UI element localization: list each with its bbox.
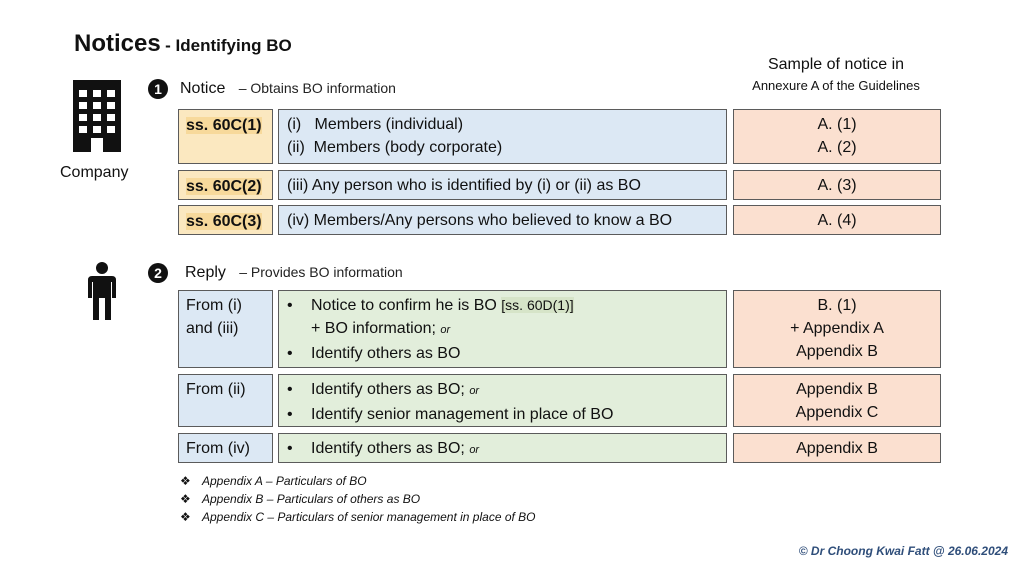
sample-line: A. (3) bbox=[817, 177, 857, 194]
company-label: Company bbox=[60, 164, 129, 181]
note-text: Appendix B – Particulars of others as BO bbox=[202, 492, 421, 506]
reply-desc-row1 bbox=[278, 290, 727, 368]
title-sub: - Identifying BO bbox=[165, 36, 292, 55]
section-ref-60c2 bbox=[178, 170, 273, 200]
reply-from-row2 bbox=[178, 374, 273, 427]
bullet-icon: • bbox=[287, 406, 293, 423]
reply-from-row3 bbox=[178, 433, 273, 463]
sample-header-line1: Sample of notice in bbox=[767, 56, 905, 73]
sample-header-line2: Annexure A of the Guidelines bbox=[752, 78, 920, 93]
appendix-notes bbox=[180, 472, 536, 526]
sample-row2 bbox=[733, 170, 941, 200]
from-line: From (i) bbox=[186, 297, 242, 314]
sample-line: + Appendix A bbox=[790, 320, 884, 337]
from-line: From (ii) bbox=[186, 381, 246, 398]
reply-sample-row1 bbox=[733, 290, 941, 368]
copyright-credit: © Dr Choong Kwai Fatt @ 26.06.2024 bbox=[798, 544, 1008, 558]
section1-sub: – Obtains BO information bbox=[238, 80, 396, 96]
diamond-bullet-icon: ❖ bbox=[180, 474, 191, 488]
bullet-icon: • bbox=[287, 381, 293, 398]
bullet-text: Identify others as BO; or bbox=[311, 381, 480, 398]
bullet-text: Identify others as BO bbox=[311, 345, 461, 362]
section-ref-text: ss. 60C(1) bbox=[186, 117, 262, 134]
from-line: From (iv) bbox=[186, 440, 250, 457]
section1-title: Notice bbox=[180, 80, 226, 97]
bullet-cont: + BO information; or bbox=[311, 320, 451, 337]
section-ref-text: ss. 60C(2) bbox=[186, 178, 262, 195]
bullet-text: Notice to confirm he is BO [ss. 60D(1)] bbox=[311, 297, 574, 314]
section2-number: 2 bbox=[148, 263, 168, 283]
sample-line: A. (4) bbox=[817, 212, 857, 229]
sample-line: B. (1) bbox=[817, 297, 857, 314]
section1-label bbox=[180, 80, 396, 98]
bullet-text: Identify senior management in place of BO bbox=[311, 406, 614, 423]
or-label: or bbox=[469, 444, 480, 456]
diamond-bullet-icon: ❖ bbox=[180, 492, 191, 506]
sample-line: Appendix B bbox=[796, 343, 878, 360]
desc-line: (iv) Members/Any persons who believed to know a BO bbox=[287, 212, 673, 229]
section1-number: 1 bbox=[148, 79, 168, 99]
reply-desc-row3 bbox=[278, 433, 727, 463]
page-title bbox=[74, 30, 292, 58]
diamond-bullet-icon: ❖ bbox=[180, 510, 191, 524]
from-line: and (iii) bbox=[186, 320, 239, 337]
reply-sample-row3 bbox=[733, 433, 941, 463]
notice-desc-row2 bbox=[278, 170, 727, 200]
sample-row1 bbox=[733, 109, 941, 164]
desc-line: (i) Members (individual) bbox=[287, 116, 464, 133]
note-text: Appendix C – Particulars of senior management in place of BO bbox=[202, 510, 536, 524]
sample-line: A. (1) bbox=[817, 116, 857, 133]
building-icon bbox=[73, 80, 121, 152]
person-icon bbox=[86, 262, 118, 322]
sample-line: A. (2) bbox=[817, 139, 857, 156]
bullet-icon: • bbox=[287, 297, 293, 314]
sample-header bbox=[736, 56, 936, 93]
bullet-text: Identify others as BO; or bbox=[311, 440, 480, 457]
sample-line: Appendix B bbox=[796, 381, 878, 398]
section-ref-60c1 bbox=[178, 109, 273, 164]
notice-desc-row3 bbox=[278, 205, 727, 235]
sample-line: Appendix B bbox=[796, 440, 878, 457]
sample-line: Appendix C bbox=[795, 404, 879, 421]
note-text: Appendix A – Particulars of BO bbox=[202, 474, 367, 488]
bullet-icon: • bbox=[287, 345, 293, 362]
section-ref-60c3 bbox=[178, 205, 273, 235]
section2-title: Reply bbox=[185, 264, 226, 281]
reply-from-row1 bbox=[178, 290, 273, 368]
reply-sample-row2 bbox=[733, 374, 941, 427]
notice-desc-row1 bbox=[278, 109, 727, 164]
section-ref-60d1: [ss. 60D(1)] bbox=[501, 297, 574, 313]
or-label: or bbox=[440, 324, 451, 336]
sample-row3 bbox=[733, 205, 941, 235]
reply-desc-row2 bbox=[278, 374, 727, 427]
section-ref-text: ss. 60C(3) bbox=[186, 213, 262, 230]
desc-line: (ii) Members (body corporate) bbox=[287, 139, 503, 156]
bullet-icon: • bbox=[287, 440, 293, 457]
desc-line: (iii) Any person who is identified by (i) or (ii) as BO bbox=[287, 177, 641, 194]
section2-label bbox=[185, 264, 403, 282]
section2-sub: – Provides BO information bbox=[239, 264, 403, 280]
or-label: or bbox=[469, 385, 480, 397]
title-main: Notices bbox=[74, 30, 161, 57]
